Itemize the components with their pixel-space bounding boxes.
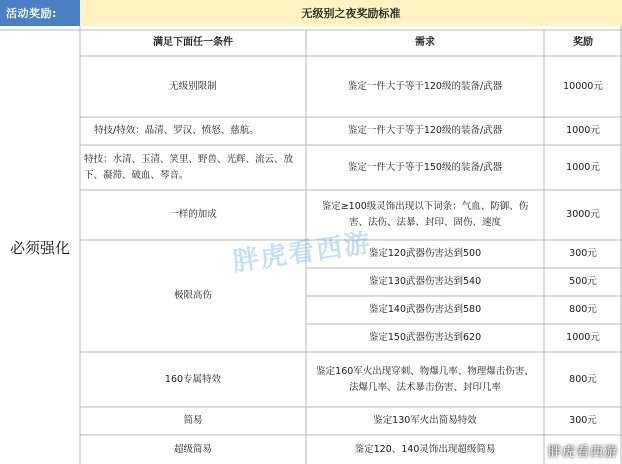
row-condition: 无级别限制 [169, 80, 217, 92]
row-condition: 一样的加成 [169, 209, 217, 220]
row-requirement: 鉴定120武器伤害达到500 [368, 248, 482, 259]
column-header-reward: 奖励 [573, 37, 593, 48]
row-requirement: 鉴定160军火出现穿刺、物爆几率、物理爆击伤害、法爆几率、法术暴击伤害、封印几率 [316, 365, 534, 393]
row-condition: 特技/特效：晶清、罗汉、愤怒、慈航。 [94, 125, 259, 136]
activity-label: 活动奖励: [0, 0, 80, 26]
watermark-corner: 胖虎看西游 [547, 445, 618, 460]
row-reward: 500元 [569, 276, 597, 287]
row-reward: 10000元 [563, 80, 603, 92]
row-reward: 800元 [569, 304, 597, 315]
row-reward: 300元 [569, 415, 597, 426]
row-reward: 300元 [569, 248, 597, 259]
row-requirement: 鉴定140武器伤害达到580 [368, 304, 482, 315]
watermark: 胖虎看西游 [230, 228, 374, 278]
side-label: 必须强化 [9, 238, 70, 257]
row-requirement: 鉴定一件大于等于120级的装备/武器 [347, 80, 503, 92]
column-header-requirement: 需求 [415, 37, 435, 48]
row-reward: 800元 [569, 373, 597, 385]
row-requirement: 鉴定130军火出简易特效 [373, 415, 477, 426]
column-header-condition: 满足下面任一条件 [153, 37, 233, 48]
row-condition: 特技：水清、玉清、笑里、野兽、光辉、流云、放下、凝滞、破血、琴音。 [84, 153, 294, 181]
row-condition: 超级简易 [173, 443, 212, 455]
row-reward: 1000元 [566, 161, 600, 173]
row-condition: 160专属特效 [164, 373, 222, 385]
row-reward: 3000元 [566, 209, 600, 220]
row-requirement: 鉴定一件大于等于150级的装备/武器 [347, 161, 503, 173]
row-reward: 1000元 [566, 125, 600, 136]
row-requirement: 鉴定≥100级灵饰出现以下词条：气血、防御、伤害、法伤、法暴、封印、固伤、速度 [321, 201, 529, 228]
row-requirement: 鉴定150武器伤害达到620 [368, 332, 482, 343]
row-reward: 1000元 [566, 332, 600, 343]
row-condition: 简易 [183, 415, 203, 426]
row-requirement: 鉴定130武器伤害达到540 [368, 276, 482, 287]
row-condition: 极限高伤 [173, 290, 212, 301]
page-title: 无级别之夜奖励标准 [80, 0, 622, 26]
row-requirement: 鉴定一件大于等于120级的装备/武器 [347, 125, 503, 136]
row-requirement: 鉴定120、140灵饰出现超级简易 [354, 443, 496, 455]
